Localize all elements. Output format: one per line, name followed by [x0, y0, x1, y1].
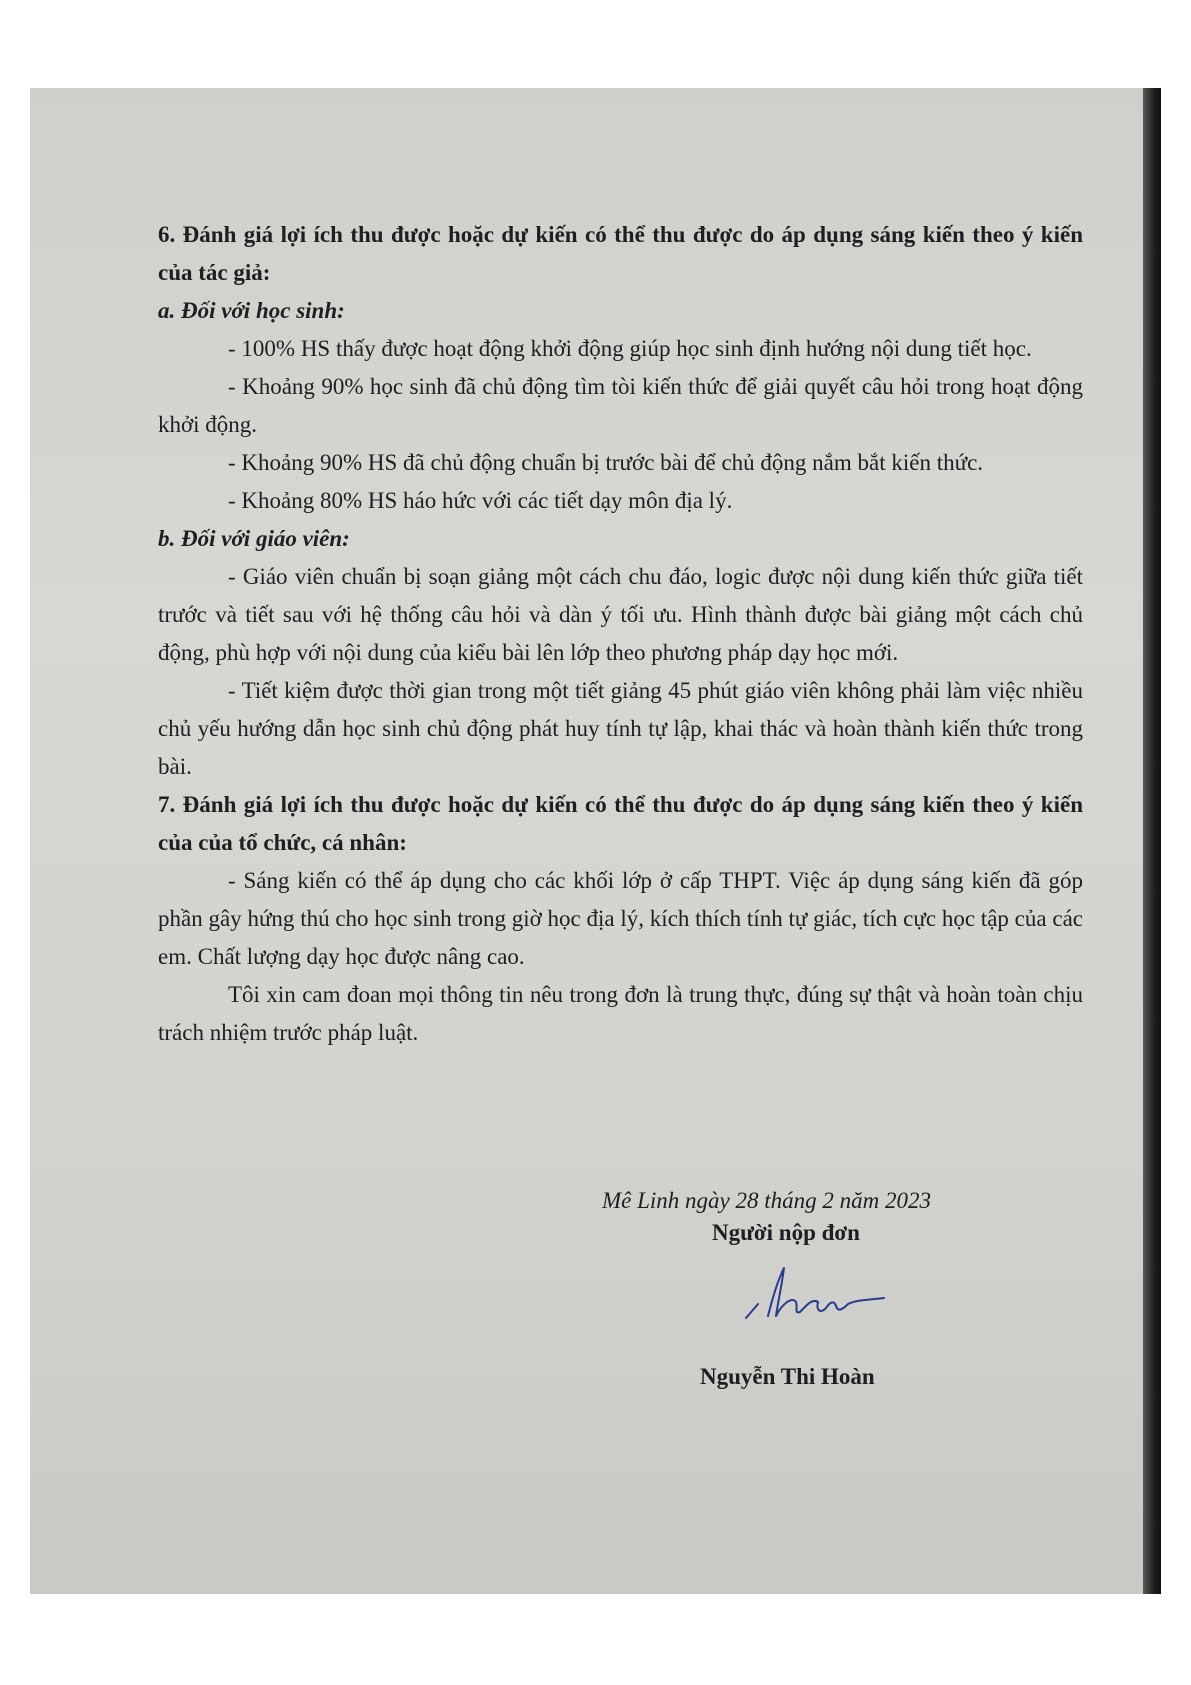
section-7-heading: 7. Đánh giá lợi ích thu được hoặc dự kiến có thể thu được do áp dụng sáng kiến theo ý kiến của của tổ chức, cá nhân:	[158, 792, 1083, 855]
section-6a-item: - Khoảng 90% HS đã chủ động chuẩn bị trước bài để chủ động nắm bắt kiến thức.	[228, 450, 984, 475]
section-6-heading: 6. Đánh giá lợi ích thu được hoặc dự kiến có thể thu được do áp dụng sáng kiến theo ý kiến của tác giả:	[158, 222, 1083, 285]
section-6a-item: - Khoảng 80% HS háo hức với các tiết dạy môn địa lý.	[228, 488, 733, 513]
section-6b-item: - Tiết kiệm được thời gian trong một tiết giảng 45 phút giáo viên không phải làm việc nhiều chủ yếu hướng dẫn học sinh chủ động phát huy tính tự lập, khai thác và hoàn thành kiến thức trong bài.	[158, 678, 1083, 779]
section-6a-heading: a. Đối với học sinh:	[158, 298, 345, 323]
section-6a-item: - 100% HS thấy được hoạt động khởi động giúp học sinh định hướng nội dung tiết học.	[228, 336, 1032, 361]
section-6b-item: - Giáo viên chuẩn bị soạn giảng một cách chu đáo, logic được nội dung kiến thức giữa tiết trước và tiết sau với hệ thống câu hỏi và dàn ý tối ưu. Hình thành được bài giảng một cách chủ động, phù hợp với nội dung của kiểu bài lên lớp theo phương pháp dạy học mới.	[158, 564, 1083, 665]
signature-block	[590, 1188, 1060, 1390]
document-photo	[30, 88, 1161, 1594]
section-7-item: - Sáng kiến có thể áp dụng cho các khối lớp ở cấp THPT. Việc áp dụng sáng kiến đã góp phần gây hứng thú cho học sinh trong giờ học địa lý, kích thích tính tự giác, tích cực học tập của các em. Chất lượng dạy học được nâng cao.	[158, 868, 1083, 969]
submitter-label: Người nộp đơn	[712, 1220, 860, 1245]
document-body	[158, 216, 1083, 1052]
section-6b-heading: b. Đối với giáo viên:	[158, 526, 350, 551]
commitment-paragraph: Tôi xin cam đoan mọi thông tin nêu trong đơn là trung thực, đúng sự thật và hoàn toàn chịu trách nhiệm trước pháp luật.	[158, 982, 1083, 1045]
date-line: Mê Linh ngày 28 tháng 2 năm 2023	[602, 1188, 932, 1213]
section-6a-item: - Khoảng 90% học sinh đã chủ động tìm tòi kiến thức để giải quyết câu hỏi trong hoạt động khởi động.	[158, 374, 1083, 437]
handwritten-signature	[738, 1260, 888, 1330]
photo-dark-edge	[1143, 88, 1161, 1594]
signer-name: Nguyễn Thi Hoàn	[700, 1364, 875, 1389]
